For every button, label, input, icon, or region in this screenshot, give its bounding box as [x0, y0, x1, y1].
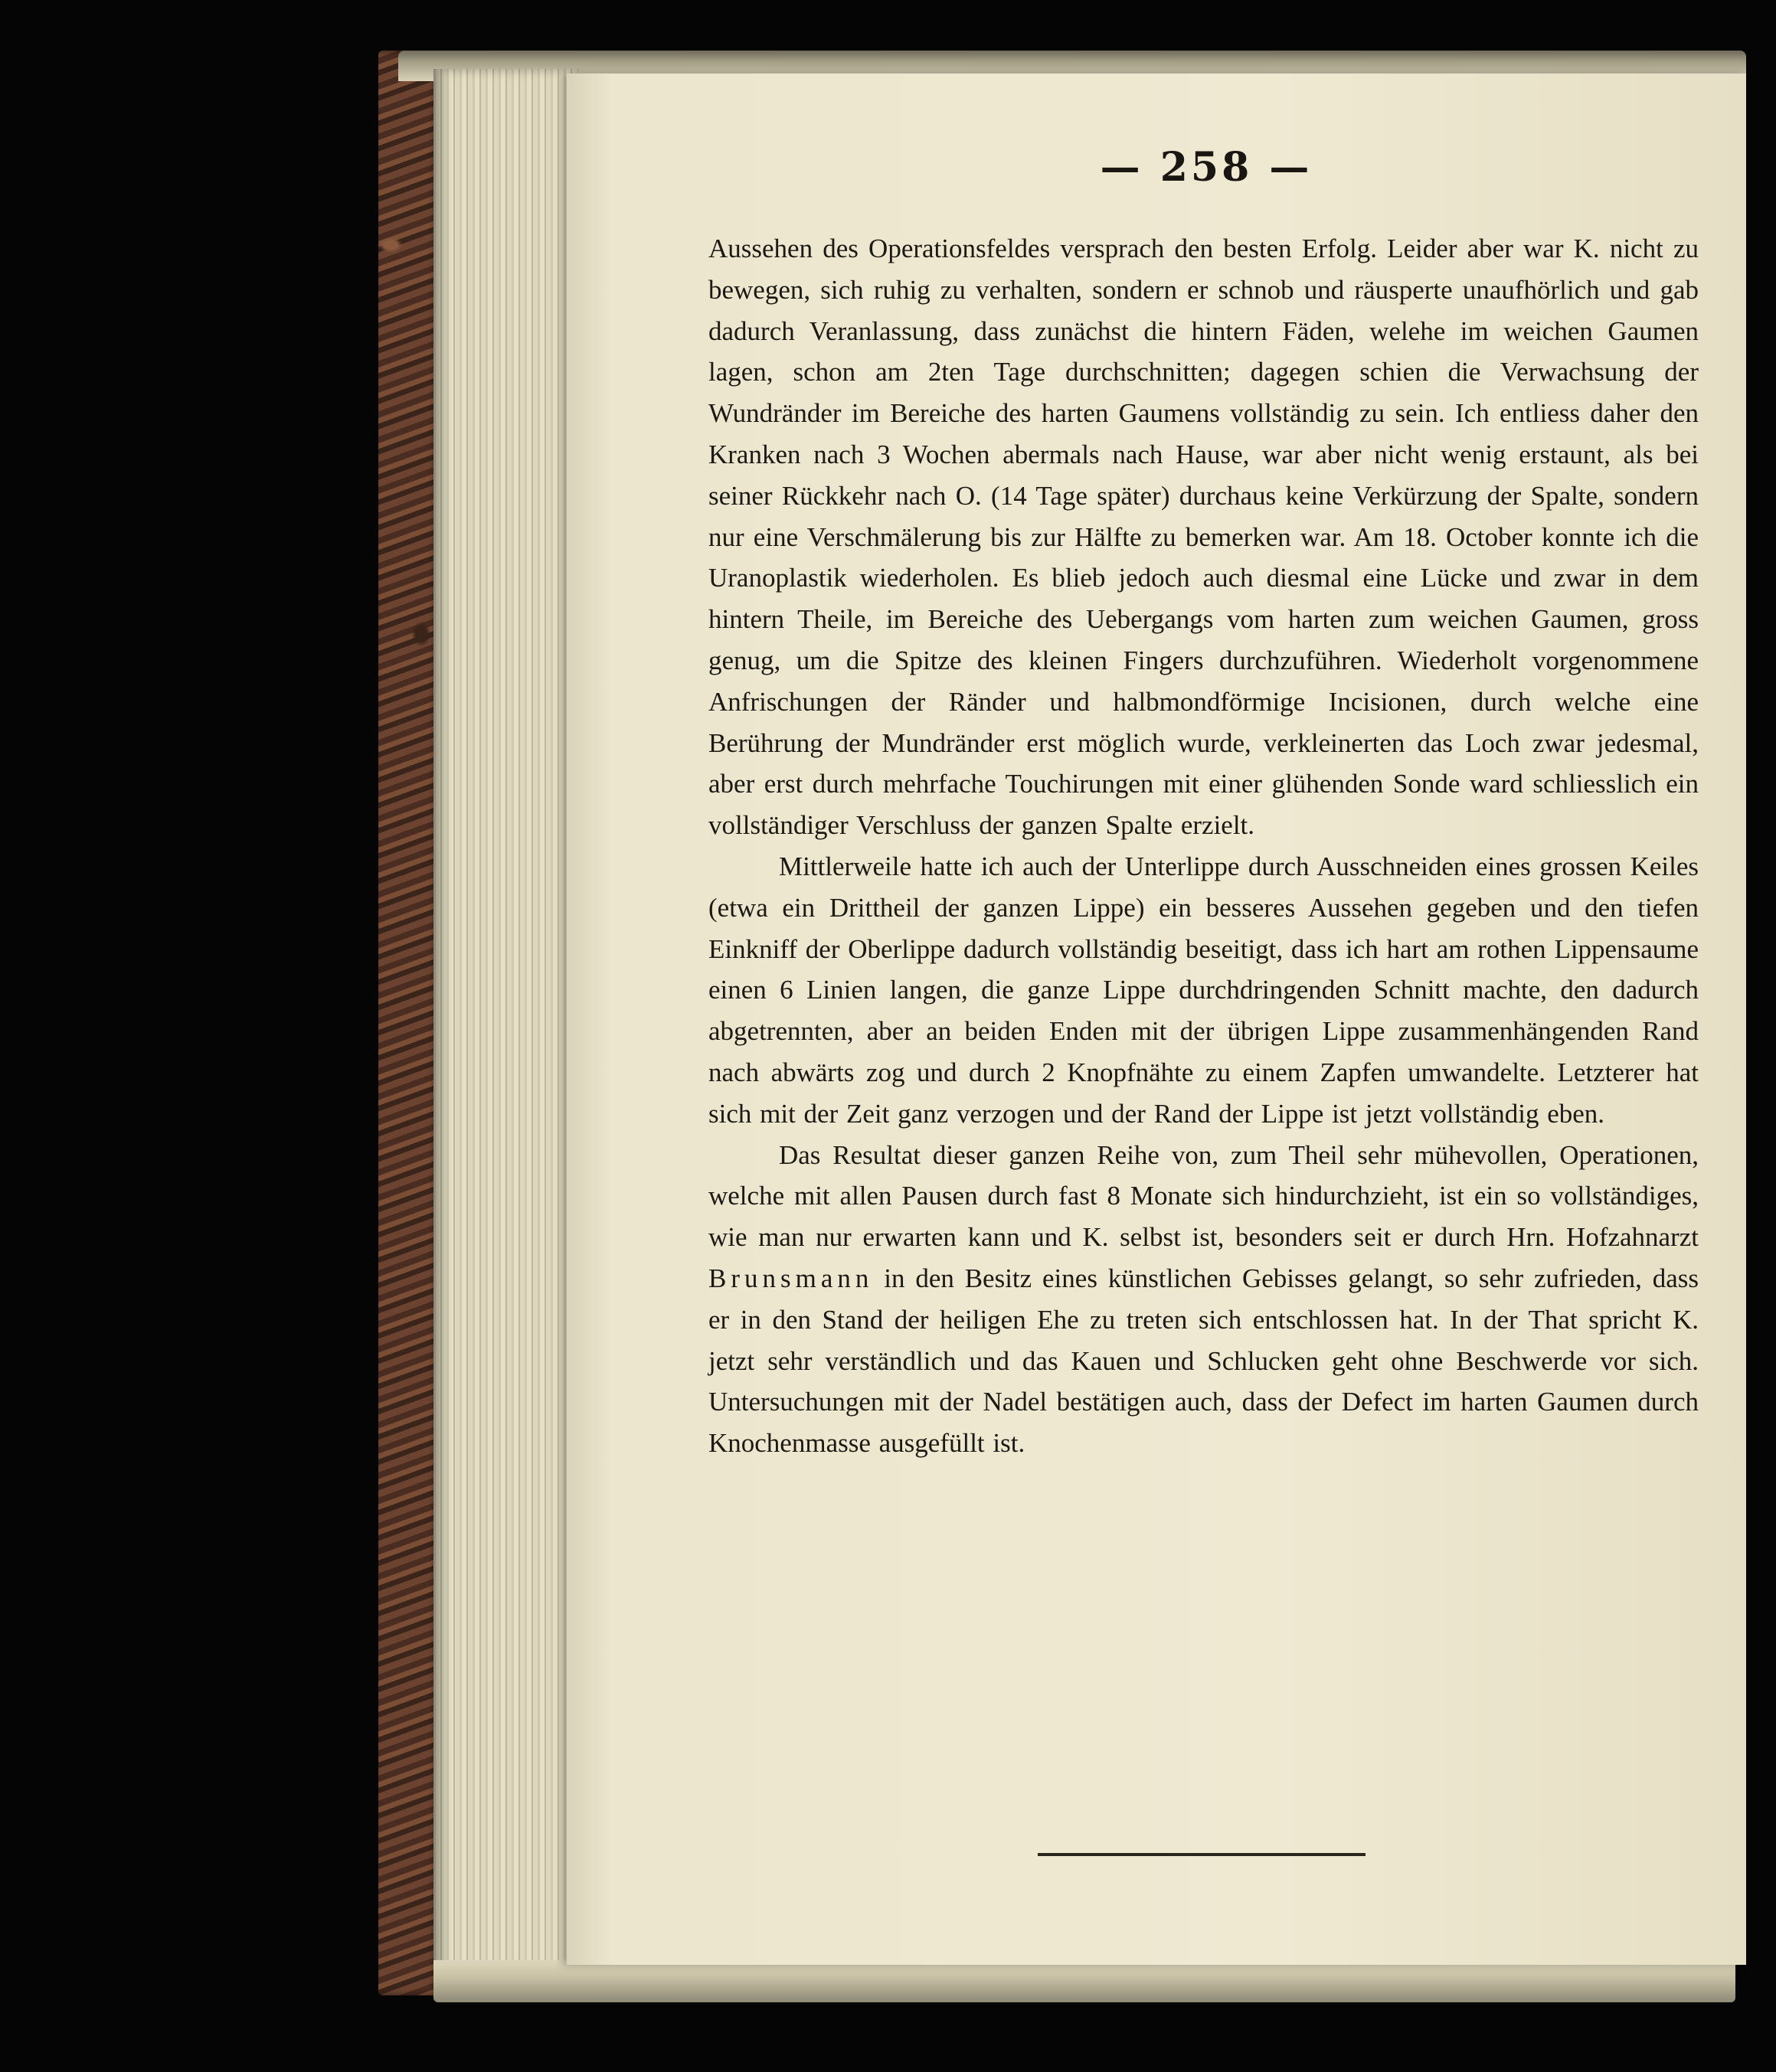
page-edges-stack [433, 69, 579, 1979]
page-number: — 258 — [1100, 144, 1313, 191]
page-body [708, 228, 1699, 1464]
paragraph-3 [708, 1135, 1699, 1464]
paragraph-1: Aussehen des Operationsfeldes versprach den besten Erfolg. Leider aber war K. nicht zu bewegen, sich ruhig zu verhalten, sondern er schnob und räusperte unaufhörlich und gab dadurch Veranlassung, dass zunächst die hintern Fäden, welehe im weichen Gaumen lagen, schon am 2ten Tage durchschnitten; dagegen schien die Verwachsung der Wundränder im Bereiche des harten Gaumens vollständig zu sein. Ich entliess daher den Kranken nach 3 Wochen abermals nach Hause, war aber nicht wenig erstaunt, als bei seiner Rückkehr nach O. (14 Tage später) durchaus keine Verkürzung der Spalte, sondern nur eine Verschmälerung bis zur Hälfte zu bemerken war. Am 18. October konnte ich die Uranoplastik wiederholen. Es blieb jedoch auch diesmal eine Lücke und zwar in dem hintern Theile, im Bereiche des Uebergangs vom harten zum weichen Gaumen, gross genug, um die Spitze des kleinen Fingers durchzuführen. Wiederholt vorgenommene Anfrischungen der Ränder und halbmondförmige Incisionen, durch welche eine Berührung der Mundränder erst möglich wurde, verkleinerten das Loch zwar jedesmal, aber erst durch mehrfache Touchirungen mit einer glühenden Sonde ward schliesslich ein vollständiger Verschluss der ganzen Spalte erzielt. [708, 234, 1699, 841]
paragraph-3-text-start: Das Resultat dieser ganzen Reihe von, zum Theil sehr mühevollen, Operationen, welche mit allen Pausen durch fast 8 Monate sich hindurchzieht, ist ein so vollständiges, wie man nur erwarten kann und K. selbst ist, besonders seit er durch Hrn. Hofzahnarzt [708, 1139, 1699, 1253]
spaced-name-brunsmann: Brunsmann [708, 1263, 874, 1293]
paragraph-3-text-end: in den Besitz eines künstlichen Gebisses gelangt, so sehr zufrieden, dass er in den Stand der heiligen Ehe zu treten sich entschlossen hat. In der That spricht K. jetzt sehr verständlich und das Kauen und Schlucken geht ohne Beschwerde vor sich. Untersuchungen mit der Nadel bestätigen auch, dass der Defect im harten Gaumen durch Knochenmasse ausgefüllt ist. [708, 1263, 1699, 1459]
page-edges-bottom [433, 1960, 1735, 2002]
marbled-book-cover [378, 51, 440, 1995]
end-rule [1038, 1853, 1366, 1856]
paragraph-2: Mittlerweile hatte ich auch der Unterlippe durch Ausschneiden eines grossen Keiles (etwa ein Drittheil der ganzen Lippe) ein besseres Aussehen gegeben und den tiefen Einkniff der Oberlippe dadurch vollständig beseitigt, dass ich hart am rothen Lippensaume einen 6 Linien langen, die ganze Lippe durchdringenden Schnitt machte, den dadurch abgetrennten, aber an beiden Enden mit der übrigen Lippe zusammenhängenden Rand nach abwärts zog und durch 2 Knopfnähte zu einem Zapfen umwandelte. Letzterer hat sich mit der Zeit ganz verzogen und der Rand der Lippe ist jetzt vollständig eben. [708, 851, 1699, 1129]
